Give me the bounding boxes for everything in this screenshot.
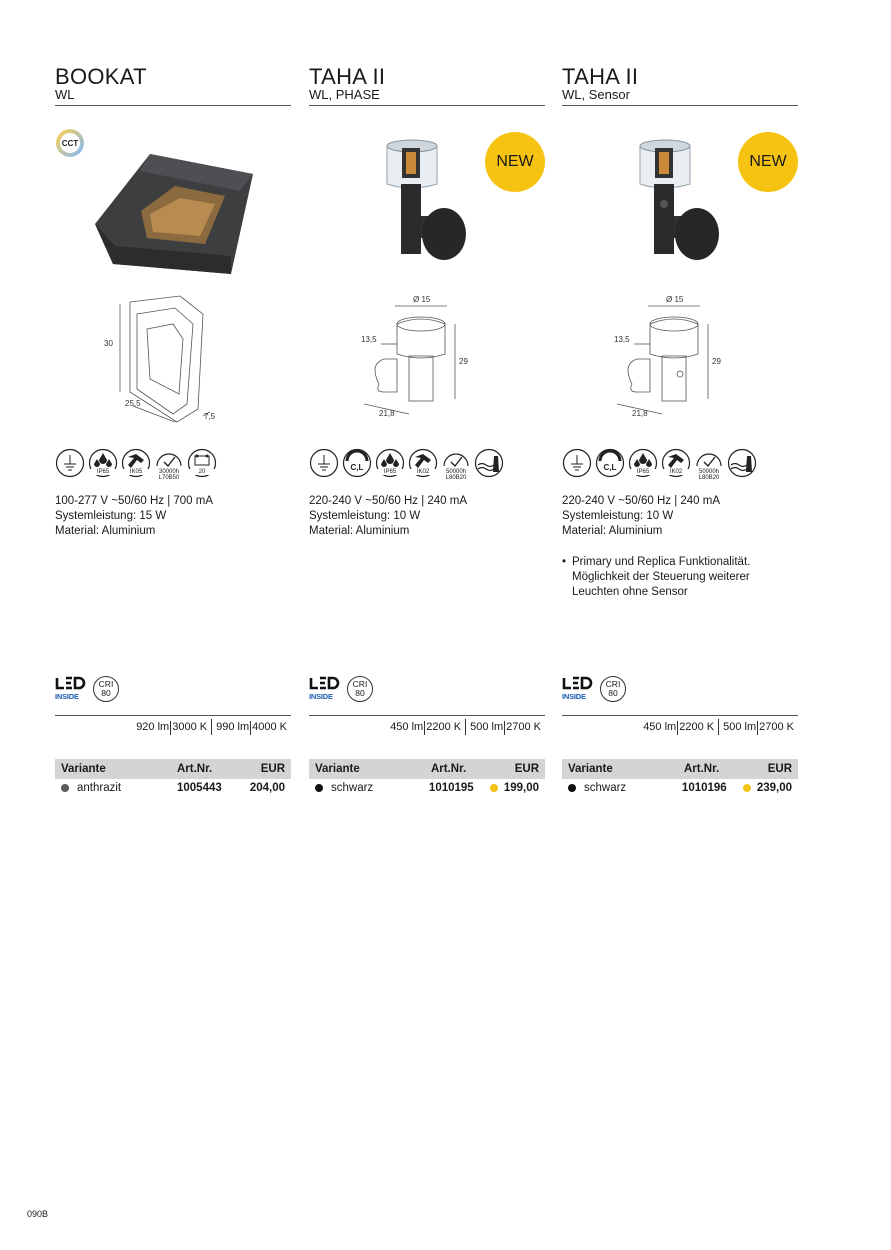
color-swatch bbox=[315, 784, 323, 792]
article-number: 1010196 bbox=[681, 782, 727, 794]
ip-rating-icon: IP65 bbox=[88, 448, 118, 478]
lumen-options bbox=[309, 721, 545, 735]
price: 204,00 bbox=[249, 782, 285, 794]
spec-material: Material: Aluminium bbox=[562, 525, 663, 537]
feature-icons bbox=[562, 448, 757, 480]
protection-class-icon bbox=[55, 448, 85, 478]
product-photo bbox=[562, 126, 798, 276]
variant-table-header: Variante Art.Nr. EUR bbox=[562, 759, 798, 779]
table-row: schwarz 1010196 239,00 bbox=[562, 780, 798, 796]
cri-badge: CRI 80 bbox=[600, 676, 626, 702]
spec-power: Systemleistung: 10 W bbox=[562, 510, 674, 522]
svg-text:13,5: 13,5 bbox=[614, 335, 630, 344]
feature-icons bbox=[309, 448, 504, 480]
lumen-divider bbox=[562, 715, 798, 716]
lumen-option: 990 lm 4000 K bbox=[216, 721, 287, 733]
led-inside-icon: INSIDE bbox=[562, 676, 594, 702]
cri-badge: CRI 80 bbox=[347, 676, 373, 702]
price: 199,00 bbox=[503, 782, 539, 794]
svg-text:13,5: 13,5 bbox=[361, 335, 377, 344]
svg-text:Ø 15: Ø 15 bbox=[666, 295, 684, 304]
list-item: • Primary und Replica Funktionalität. Möglichkeit der Steuerung weiterer Leuchten ohne Sensor bbox=[572, 555, 798, 600]
title-divider bbox=[562, 105, 798, 106]
product-photo bbox=[309, 126, 545, 276]
ip-rating-icon: IP65 bbox=[375, 448, 405, 478]
feature-notes bbox=[562, 555, 798, 600]
led-inside-icon: INSIDE bbox=[55, 676, 87, 702]
variant-table-header: Variante Art.Nr. EUR bbox=[55, 759, 291, 779]
article-number: 1010195 bbox=[428, 782, 474, 794]
spec-electrical: 220-240 V ~50/60 Hz | 240 mA bbox=[309, 495, 468, 507]
product-subtitle: WL bbox=[55, 87, 75, 102]
new-badge: NEW bbox=[485, 132, 545, 192]
lumen-options bbox=[562, 721, 798, 735]
impact-rating-icon: IK05 bbox=[121, 448, 151, 478]
spec-list bbox=[309, 494, 467, 539]
color-swatch bbox=[61, 784, 69, 792]
page-number: 090B bbox=[27, 1209, 49, 1219]
coastal-icon bbox=[474, 448, 504, 478]
cri-badge: CRI 80 bbox=[93, 676, 119, 702]
table-row: anthrazit 1005443 204,00 bbox=[55, 780, 291, 796]
article-number: 1005443 bbox=[177, 782, 222, 794]
product-column-taha-sensor bbox=[562, 64, 798, 794]
svg-text:C,L: C,L bbox=[603, 463, 617, 472]
new-badge: NEW bbox=[738, 132, 798, 192]
led-cri-row bbox=[562, 676, 626, 702]
product-subtitle: WL, Sensor bbox=[562, 87, 630, 102]
spec-material: Material: Aluminium bbox=[55, 525, 156, 537]
product-photo bbox=[55, 126, 291, 276]
lifetime-icon: 50000h L80B20 bbox=[694, 448, 724, 478]
dim-depth: 7,5 bbox=[204, 412, 216, 421]
svg-text:21,8: 21,8 bbox=[632, 409, 648, 418]
lumen-option: 500 lm 2700 K bbox=[723, 721, 794, 733]
lumen-option: 450 lm 2200 K bbox=[390, 721, 462, 733]
impact-rating-icon: IK02 bbox=[661, 448, 691, 478]
svg-text:21,8: 21,8 bbox=[379, 409, 395, 418]
spec-list bbox=[55, 494, 213, 539]
variant-table-header: Variante Art.Nr. EUR bbox=[309, 759, 545, 779]
product-title: TAHA II bbox=[309, 64, 386, 89]
title-divider bbox=[309, 105, 545, 106]
dimension-drawing bbox=[309, 294, 545, 424]
title-divider bbox=[55, 105, 291, 106]
led-inside-icon: INSIDE bbox=[309, 676, 341, 702]
ip-rating-icon: IP65 bbox=[628, 448, 658, 478]
svg-text:Ø 15: Ø 15 bbox=[413, 295, 431, 304]
product-subtitle: WL, PHASE bbox=[309, 87, 380, 102]
lumen-option: 920 lm 3000 K bbox=[136, 721, 208, 733]
table-row: schwarz 1010195 199,00 bbox=[309, 780, 545, 796]
spec-electrical: 220-240 V ~50/60 Hz | 240 mA bbox=[562, 495, 721, 507]
lifetime-icon: 30000h L70B50 bbox=[154, 448, 184, 478]
price: 239,00 bbox=[756, 782, 792, 794]
spec-power: Systemleistung: 15 W bbox=[55, 510, 167, 522]
lumen-option: 500 lm 2700 K bbox=[470, 721, 541, 733]
svg-text:29: 29 bbox=[459, 357, 468, 366]
availability-dot bbox=[490, 784, 498, 792]
led-cri-row bbox=[55, 676, 119, 702]
product-column-taha-phase bbox=[309, 64, 545, 794]
feature-icons bbox=[55, 448, 217, 480]
lumen-divider bbox=[309, 715, 545, 716]
led-cri-row bbox=[309, 676, 373, 702]
dim-height: 30 bbox=[104, 339, 113, 348]
phase-dimming-icon bbox=[595, 448, 625, 478]
protection-class-icon bbox=[309, 448, 339, 478]
dimension-drawing bbox=[562, 294, 798, 424]
spec-power: Systemleistung: 10 W bbox=[309, 510, 421, 522]
coastal-icon bbox=[727, 448, 757, 478]
spec-material: Material: Aluminium bbox=[309, 525, 410, 537]
dim-width: 25,5 bbox=[125, 399, 141, 408]
color-swatch bbox=[568, 784, 576, 792]
dimension-drawing bbox=[55, 294, 291, 424]
protection-class-icon bbox=[562, 448, 592, 478]
product-title: BOOKAT bbox=[55, 64, 147, 89]
lumen-divider bbox=[55, 715, 291, 716]
spec-list bbox=[562, 494, 720, 539]
svg-text:C,L: C,L bbox=[350, 463, 364, 472]
product-title: TAHA II bbox=[562, 64, 639, 89]
cct-label: CCT bbox=[61, 139, 79, 148]
lumen-option: 450 lm 2200 K bbox=[643, 721, 715, 733]
product-column-bookat bbox=[55, 64, 291, 794]
lifetime-icon: 50000h L80B20 bbox=[441, 448, 471, 478]
impact-rating-icon: IK02 bbox=[408, 448, 438, 478]
ambient-temp-icon: 20 bbox=[187, 448, 217, 478]
spec-electrical: 100-277 V ~50/60 Hz | 700 mA bbox=[55, 495, 214, 507]
availability-dot bbox=[743, 784, 751, 792]
lumen-options bbox=[55, 721, 291, 735]
svg-text:29: 29 bbox=[712, 357, 721, 366]
phase-dimming-icon bbox=[342, 448, 372, 478]
